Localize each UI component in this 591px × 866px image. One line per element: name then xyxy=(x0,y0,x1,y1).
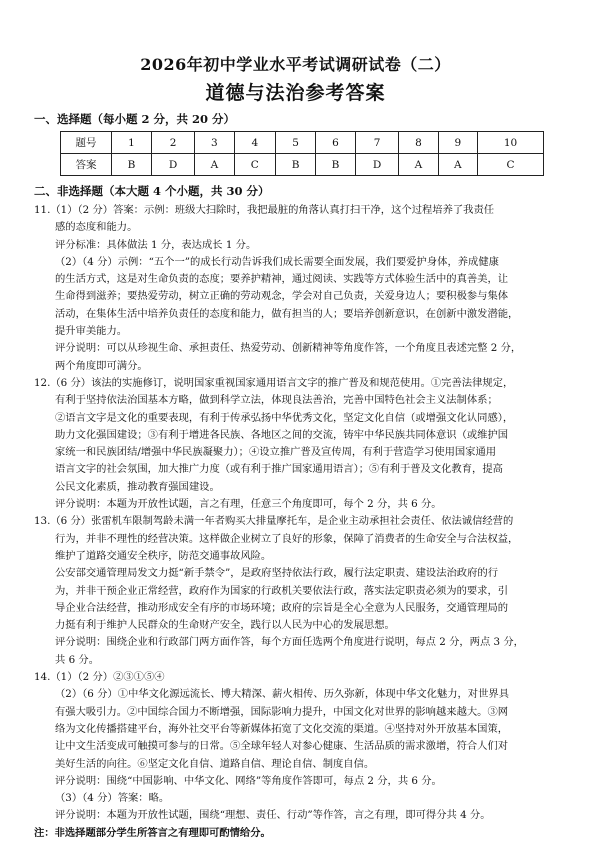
scoring-note: 共 6 分。 xyxy=(55,653,99,666)
table-cell: B xyxy=(112,154,152,176)
answer-line: 13.（6 分）张雷机车限制驾龄未满一年者购买大排量摩托车，是企业主动承担社会责任、依法诚信经营的 xyxy=(34,515,514,528)
answer-line: 让中文生活变成可触摸可参与的日常。⑤全球年轻人对参心健康、生活品质的需求激增，符合人们对 xyxy=(55,740,509,753)
answer-line: 力挺有利于维护人民群众的生命财产安全，践行以人民为中心的发展思想。 xyxy=(55,619,395,632)
answer-line: 家统一和民族团结/增强中华民族凝聚力）；④设立推广普及宣传周，有利于营造学习使用国家通用 xyxy=(55,446,497,459)
answer-line: 络为文化传播搭建平台，海外社交平台等新媒体拓宽了文化交流的渠道。④坚持对外开放基本国策， xyxy=(55,722,509,735)
scoring-note: 评分说明：本题为开放性试题，言之有理，任意三个角度即可，每个 2 分，共 6 分。 xyxy=(55,498,442,511)
table-cell: D xyxy=(356,154,399,176)
table-cell: 4 xyxy=(234,132,275,154)
answer-line: （2）（4 分）示例：“五个一”的成长行动告诉我们成长需要全面发展，我们要爱护身体，养成健康 xyxy=(55,255,499,268)
table-cell: B xyxy=(316,154,356,176)
answer-body xyxy=(34,202,560,842)
table-cell: 8 xyxy=(399,132,438,154)
answer-line: 为，并非干预企业正常经营，政府作为国家的行政机关要依法行政，落实法定职责必须为的要求，引 xyxy=(55,584,509,597)
answer-line: 11.（1）（2 分）答案：示例：班级大扫除时，我把最脏的角落认真打扫干净，这个过程培养了我责任 xyxy=(34,204,495,216)
answer-line: 美好生活的向往。⑥坚定文化自信、道路自信、理论自信、制度自信。 xyxy=(55,757,375,770)
answer-line: 活动，在集体生活中培养负责任的态度和能力，做有担当的人；要培养创新意识，在创新中激发潜能， xyxy=(55,307,519,320)
exam-title: 2026年初中学业水平考试调研试卷（二） xyxy=(140,55,451,74)
row-label-answer: 答案 xyxy=(61,154,112,176)
answer-line: 生命得到滋养；要热爱劳动，树立正确的劳动观念，学会对自己负责，关爱身边人；要积极参与集体 xyxy=(55,290,509,303)
section1-heading: 一、选择题（每小题 2 分，共 20 分） xyxy=(34,112,236,126)
exam-subtitle: 道德与法治参考答案 xyxy=(205,82,386,104)
table-cell: 10 xyxy=(478,132,544,154)
scoring-note: 两个角度即可满分。 xyxy=(55,359,148,372)
scoring-note: 评分说明：可以从珍视生命、承担责任、热爱劳动、创新精神等角度作答，一个角度且表述完整 2 分， xyxy=(55,342,522,355)
table-cell: A xyxy=(195,154,234,176)
scoring-note: 评分标准：具体做法 1 分，表达成长 1 分。 xyxy=(55,238,257,251)
section2-heading: 二、非选择题（本大题 4 个小题，共 30 分） xyxy=(34,184,270,198)
answer-line: （3）（4 分）答案：略。 xyxy=(55,792,170,805)
answer-line: 行为，并非不理性的经营决策。这样做企业树立了良好的形象，保障了消费者的生命安全与合法权益， xyxy=(55,532,519,545)
answer-row xyxy=(61,154,544,176)
table-cell: 3 xyxy=(195,132,234,154)
footnote: 注：非选择题部分学生所答言之有理即可酌情给分。 xyxy=(34,826,271,839)
answer-table xyxy=(60,131,544,176)
answer-line: 助力文化强国建设；③有利于增进各民族、各地区之间的交流，铸牢中华民族共同体意识（或维护国 xyxy=(55,428,509,441)
table-cell: C xyxy=(478,154,544,176)
scoring-note: 评分说明：围绕企业和行政部门两方面作答，每个方面任选两个角度进行说明，每点 2 分，两点 3 分， xyxy=(55,636,524,649)
answer-line: 导企业合法经营，推动形成安全有序的市场环境；政府的宗旨是全心全意为人民服务，交通管理局的 xyxy=(55,601,509,614)
answer-line: 有利于坚持依法治国基本方略，做到科学立法，体现良法善治，完善中国特色社会主义法制体系； xyxy=(55,394,498,407)
answer-line: 公民文化素质，推动教育强国建设。 xyxy=(55,480,220,493)
table-cell: 6 xyxy=(316,132,356,154)
answer-line: 语言文字的社会氛围，加大推广力度（或有利于推广国家通用语言）；⑤有利于普及文化教育，提高 xyxy=(55,463,503,476)
table-cell: 7 xyxy=(356,132,399,154)
scoring-note: 评分说明：围绕“中国影响、中华文化、网络”等角度作答即可，每点 2 分，共 6 分。 xyxy=(55,774,442,787)
answer-line: 12.（6 分）该法的实施修订，说明国家重视国家通用语言文字的推广普及和规范使用。①完善法律规定， xyxy=(34,376,514,389)
scoring-note: 评分说明：本题为开放性试题，围绕“理想、责任、行动”等作答，言之有理，即可得分共 4 分。 xyxy=(55,809,491,822)
table-cell: D xyxy=(151,154,194,176)
answer-line: 维护了道路交通安全秩序，防范交通事故风险。 xyxy=(55,549,272,562)
answer-line: ②语言文字是文化的重要表现，有利于传承弘扬中华优秀文化，坚定文化自信（或增强文化认同感）， xyxy=(55,411,514,424)
answer-line: 有强大吸引力。②中国综合国力不断增强，国际影响力提升，中国文化对世界的影响越来越大。③网 xyxy=(55,705,509,718)
table-cell: 9 xyxy=(438,132,477,154)
table-cell: A xyxy=(399,154,438,176)
table-cell: 5 xyxy=(276,132,316,154)
table-cell: 1 xyxy=(112,132,152,154)
answer-line: （2）（6 分）①中华文化源远流长、博大精深、薪火相传、历久弥新，体现中华文化魅力，对世界具 xyxy=(55,688,509,701)
table-cell: C xyxy=(234,154,275,176)
table-cell: 2 xyxy=(151,132,194,154)
table-cell: A xyxy=(438,154,477,176)
answer-line: 感的态度和能力。 xyxy=(55,221,138,234)
row-label-number: 题号 xyxy=(61,132,112,154)
answer-line: 提升审美能力。 xyxy=(55,325,128,338)
answer-line: 公安部交通管理局发文力挺“新手禁令”，是政府坚持依法行政，履行法定职责、建设法治政府的行 xyxy=(55,567,498,580)
question-number-row xyxy=(61,132,544,154)
table-cell: B xyxy=(276,154,316,176)
answer-line: 14.（1）（2 分）②③①⑤④ xyxy=(34,671,165,684)
answer-line: 的生活方式，这是对生命负责的态度；要养护精神，通过阅读、实践等方式体验生活中的真善美，让 xyxy=(55,273,509,286)
